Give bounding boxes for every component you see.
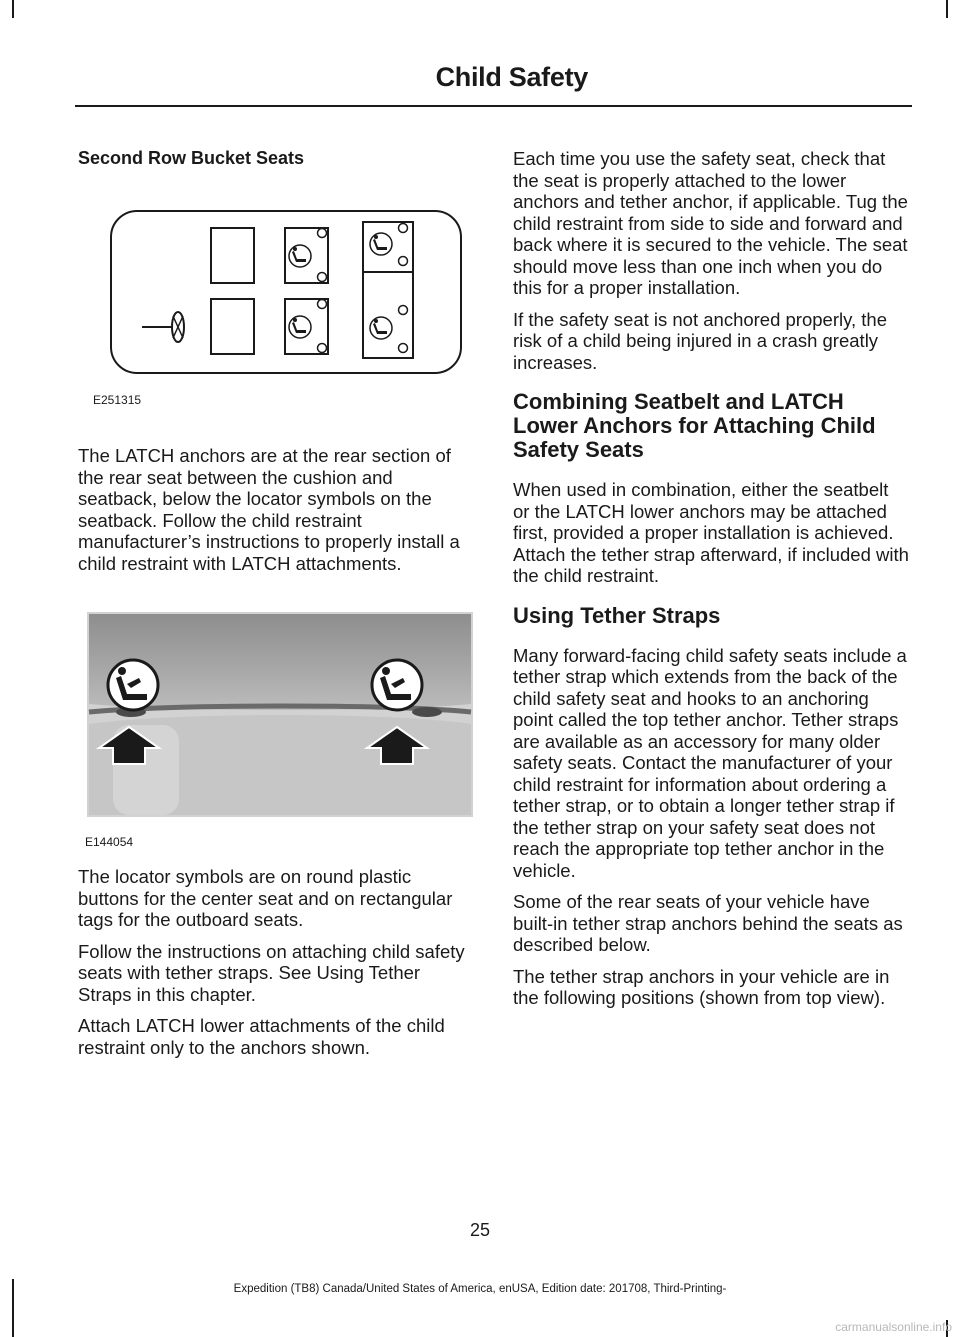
page-number: 25: [469, 1220, 491, 1240]
heading-combining-seatbelt-latch: Combining Seatbelt and LATCH Lower Anchors for Attaching Child Safety Seats: [513, 389, 876, 462]
crop-mark-top-right-v: [946, 0, 948, 18]
paragraph-anchor-positions: The tether strap anchors in your vehicle are in the following positions (shown from top view).: [513, 965, 890, 1008]
page-section-title: Child Safety: [435, 62, 588, 92]
steering-wheel-icon: [142, 312, 184, 342]
front-seat-icon: [211, 228, 254, 283]
figure-seat-layout: [78, 206, 474, 407]
third-row-bench-icon: [363, 222, 413, 358]
paragraph-risk: If the safety seat is not anchored properly, the risk of a child being injured in a crash greatly increases.: [513, 308, 887, 373]
child-seat-icon: [372, 660, 422, 710]
figure-latch-photo: [87, 612, 474, 849]
watermark: carmanualsonline.info: [835, 1320, 952, 1334]
footer-edition-line: Expedition (TB8) Canada/United States of America, enUSA, Edition date: 201708, Third-Printing-: [233, 1283, 727, 1295]
paragraph-tether-straps: Many forward-facing child safety seats include a tether strap which extends from the back of the child safety seat and hooks to an anchoring point called the top tether anchor. Tether straps are available as an accessory for many older safety seats. Contact the manufacturer of your child restraint for information about ordering a tether strap, or to obtain a longer tether strap if the tether strap on your safety seat does not reach the appropriate top tether anchor in the vehicle.: [513, 644, 907, 881]
child-seat-icon: [108, 660, 158, 710]
subheading-second-row-bucket-seats: Second Row Bucket Seats: [78, 148, 305, 168]
second-row-seat-icon: [285, 228, 328, 283]
figure-code: E251315: [93, 393, 142, 407]
paragraph-built-in-anchors: Some of the rear seats of your vehicle have built-in tether strap anchors behind the seats as described below.: [513, 891, 903, 955]
paragraph-check-seat: Each time you use the safety seat, check that the seat is properly attached to the lower anchors and tether anchor, if applicable. Tug the child restraint from side to side and forward and back where it is secured to the vehicle. The seat should move less than one inch when you do this for a proper installation.: [513, 148, 908, 298]
figure-code: E144054: [85, 835, 134, 849]
paragraph-combination: When used in combination, either the seatbelt or the LATCH lower anchors may be attached first, provided a proper installation is achieved. Attach the tether strap afterward, if included with the child restraint.: [513, 479, 909, 586]
crop-mark-top-left-v: [12, 0, 14, 18]
heading-using-tether-straps: Using Tether Straps: [513, 602, 721, 628]
header-divider: [75, 105, 912, 107]
paragraph-latch-anchors: The LATCH anchors are at the rear section of the rear seat between the cushion and seatback, below the locator symbols on the seatback. Follow the child restraint manufacturer’s instructions to properly install a child restraint with LATCH attachments.: [78, 445, 460, 574]
paragraph-locator-symbols: The locator symbols are on round plastic buttons for the center seat and on rectangular tags for the outboard seats.: [78, 866, 453, 930]
paragraph-tether-instructions: Follow the instructions on attaching child safety seats with tether straps. See Using Tether Straps in this chapter.: [78, 940, 465, 1005]
paragraph-attach-latch: Attach LATCH lower attachments of the child restraint only to the anchors shown.: [78, 1015, 445, 1058]
front-seat-icon: [211, 299, 254, 354]
latch-anchor-photo: [87, 612, 473, 817]
second-row-seat-icon: [285, 299, 328, 354]
left-column: [78, 148, 474, 1058]
right-column: [513, 148, 909, 1009]
seat-layout-diagram: [78, 206, 474, 378]
